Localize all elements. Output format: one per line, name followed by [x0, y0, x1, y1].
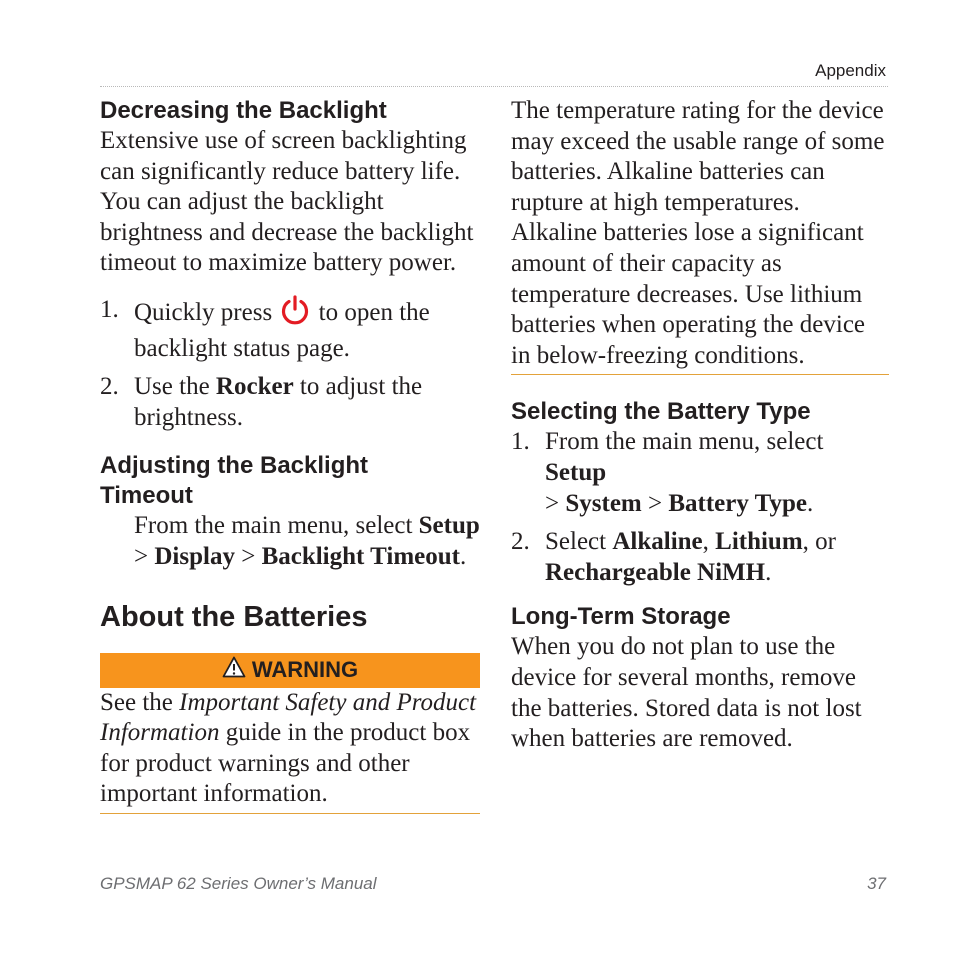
menu-setup: Setup: [545, 458, 607, 486]
temperature-warning-text: The temperature rating for the device may exceed the usable range of some batteries. Alkaline batteries can rupture at high temperatures. Alkaline batteries lose a significant amount of their capacity as temperature decreases. Use lithium batteries when operating the device in below-freezing conditions.: [511, 97, 885, 369]
menu-display: Display: [154, 542, 235, 570]
option-rechargeable-nimh: Rechargeable NiMH: [545, 558, 766, 586]
step-number: 1.: [100, 295, 119, 323]
step-text: Use the: [134, 373, 210, 401]
header-rule: [100, 86, 888, 87]
long-term-storage-heading: Long-Term Storage: [511, 603, 731, 631]
adjusting-timeout-instruction: From the main menu, select Setup > Display > Backlight Timeout.: [134, 512, 480, 570]
warning-banner: [100, 653, 480, 688]
decreasing-step-1: [100, 295, 480, 364]
footer-manual-title: GPSMAP 62 Series Owner’s Manual: [100, 874, 377, 893]
step-number: 2.: [511, 528, 530, 556]
header-section-label: Appendix: [815, 61, 886, 80]
right-column: [511, 96, 889, 755]
option-lithium: Lithium: [715, 528, 803, 556]
warning-text: See the Important Safety and Product Information guide in the product box for product warnings and other important information.: [100, 688, 477, 808]
step-number: 2.: [100, 373, 119, 401]
decreasing-backlight-intro: Extensive use of screen backlighting can significantly reduce battery life. You can adjust the backlight brightness and decrease the backlight timeout to maximize battery power.: [100, 127, 474, 277]
warning-label: WARNING: [251, 657, 359, 683]
menu-system: System: [565, 489, 642, 517]
long-term-storage-text: When you do not plan to use the device for several months, remove the batteries. Stored data is not lost when batteries are removed.: [511, 633, 862, 753]
step-text: to adjust the brightness.: [134, 373, 423, 431]
decreasing-step-2: [100, 372, 480, 433]
rocker-label: Rocker: [215, 373, 294, 401]
about-batteries-heading: About the Batteries: [100, 600, 368, 633]
step-text: Quickly press: [134, 298, 273, 326]
battery-type-heading: Selecting the Battery Type: [511, 398, 811, 426]
battery-type-step-2: 2. Select Alkaline, Lithium, or Rechargeable NiMH.: [511, 527, 889, 588]
safety-guide-title: Important Safety and Product Information: [100, 688, 477, 747]
adjusting-timeout-heading: Adjusting the Backlight Timeout: [100, 452, 369, 510]
decreasing-backlight-heading: Decreasing the Backlight: [100, 97, 387, 124]
power-icon: [280, 295, 310, 334]
warning-triangle-icon: [222, 656, 246, 684]
step-number: 1.: [511, 428, 530, 456]
option-alkaline: Alkaline: [612, 528, 703, 556]
battery-type-step-1: 1. From the main menu, select Setup > System > Battery Type.: [511, 427, 889, 519]
menu-battery-type: Battery Type: [668, 489, 807, 517]
menu-backlight-timeout: Backlight Timeout: [261, 542, 460, 570]
footer-page-number: 37: [867, 874, 886, 893]
warning-bottom-rule: [100, 813, 480, 814]
step-text: to open the backlight status page.: [134, 298, 430, 362]
menu-setup: Setup: [418, 512, 480, 540]
left-column: [100, 96, 480, 814]
